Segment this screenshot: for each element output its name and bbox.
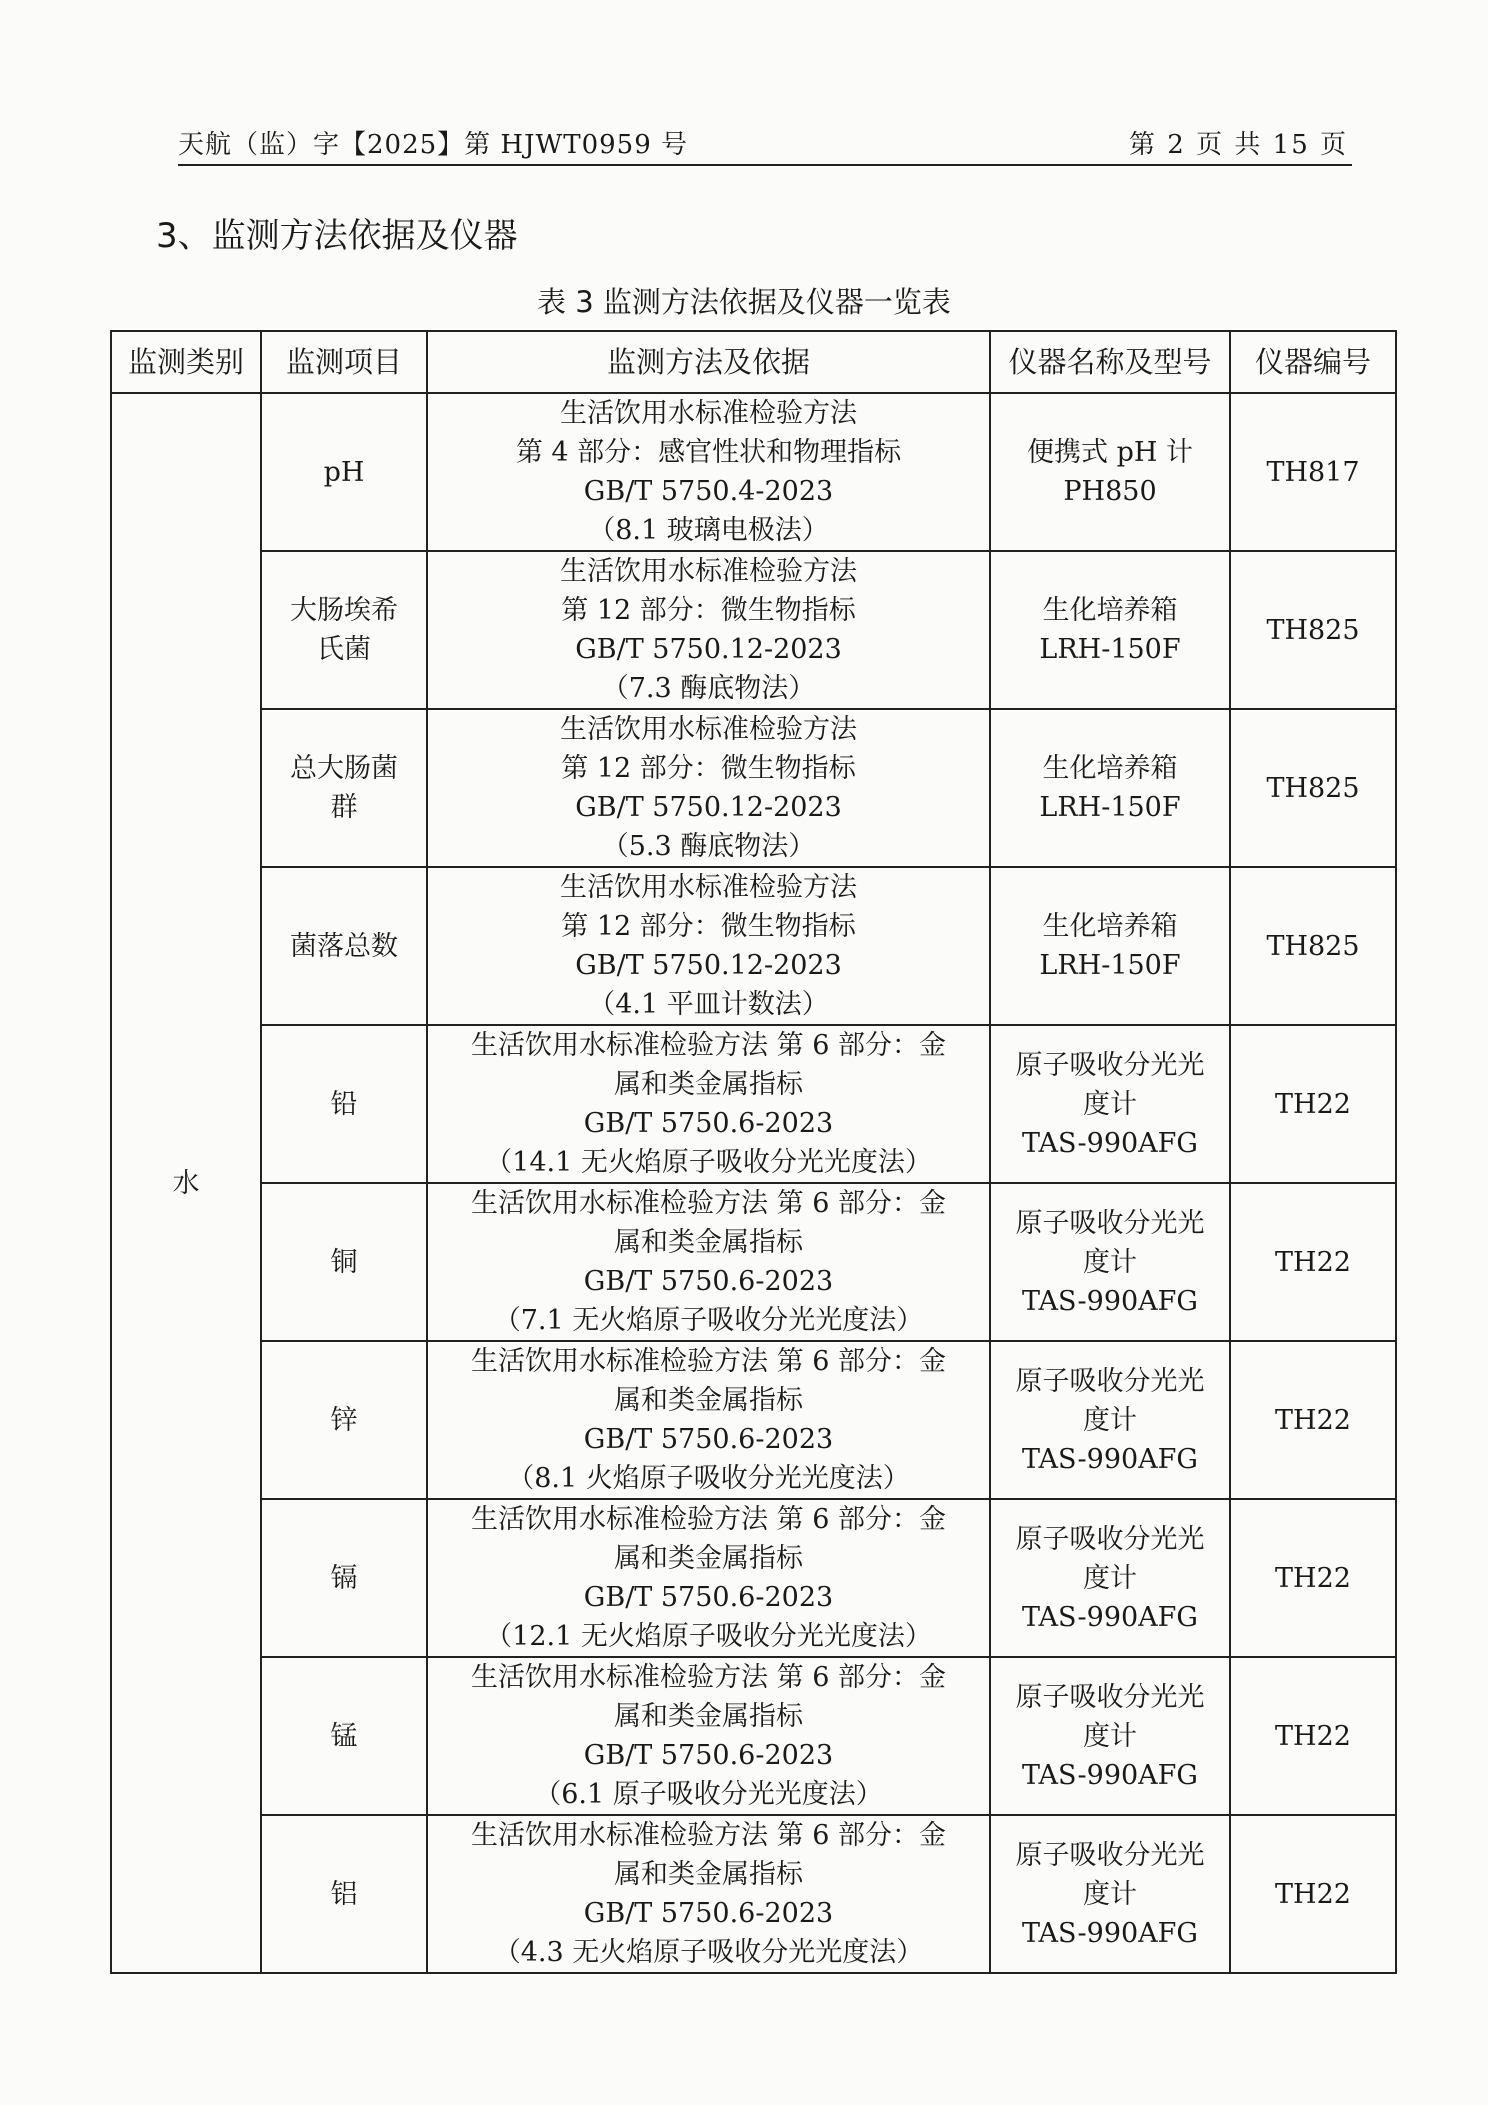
method-cell-line: 生活饮用水标准检验方法: [560, 556, 857, 587]
column-header-method: 监测方法及依据: [427, 331, 990, 393]
instrument-cell-line: LRH-150F: [1039, 792, 1181, 823]
instrument-cell-line: PH850: [1063, 476, 1157, 507]
item-cell-line: 大肠埃希: [290, 595, 398, 626]
item-cell: [261, 1341, 427, 1499]
instrument-cell-line: TAS-990AFG: [1022, 1127, 1198, 1159]
page-header: [178, 118, 1352, 166]
item-cell-line: 铝: [330, 1878, 358, 1910]
methods-table: [110, 330, 1397, 1974]
item-cell-line: 群: [330, 792, 358, 823]
item-cell-line: 锰: [330, 1720, 358, 1752]
instrument-cell-line: 原子吸收分光光: [1015, 1365, 1205, 1397]
document-id: 天航（监）字【2025】第 HJWT0959 号: [178, 130, 689, 160]
instrument-cell: [990, 1815, 1230, 1973]
method-cell-line: 第 4 部分：感官性状和物理指标: [515, 437, 902, 468]
column-header-code: 仪器编号: [1230, 331, 1396, 393]
method-cell-line: 属和类金属指标: [614, 1859, 803, 1890]
table-row: [111, 1341, 1396, 1499]
instrument-cell: [990, 1341, 1230, 1499]
instrument-cell: [990, 551, 1230, 709]
instrument-cell-line: 生化培养箱: [1042, 753, 1178, 784]
instrument-cell-line: 度计: [1083, 1404, 1137, 1436]
method-cell-line: 生活饮用水标准检验方法: [560, 398, 857, 429]
instrument-cell: [990, 1657, 1230, 1815]
item-cell: [261, 1499, 427, 1657]
item-cell-line: 总大肠菌: [290, 753, 398, 784]
method-cell: [427, 1499, 990, 1657]
instrument-cell: [990, 1183, 1230, 1341]
instrument-cell-line: TAS-990AFG: [1022, 1443, 1198, 1475]
item-cell: [261, 1657, 427, 1815]
method-cell-line: 生活饮用水标准检验方法: [560, 714, 857, 745]
instrument-code-cell: TH825: [1230, 551, 1396, 709]
method-cell-line: （14.1 无火焰原子吸收分光光度法）: [485, 1147, 932, 1178]
method-cell-line: （7.1 无火焰原子吸收分光光度法）: [493, 1305, 924, 1336]
method-cell-line: （8.1 火焰原子吸收分光光度法）: [507, 1463, 910, 1494]
method-cell-line: 生活饮用水标准检验方法 第 6 部分：金: [471, 1820, 946, 1851]
method-cell-line: GB/T 5750.6-2023: [583, 1424, 834, 1455]
instrument-cell-line: 度计: [1083, 1878, 1137, 1910]
instrument-cell-line: 原子吸收分光光: [1015, 1049, 1205, 1081]
method-cell-line: GB/T 5750.12-2023: [575, 792, 842, 823]
item-cell: [261, 709, 427, 867]
method-cell-line: 属和类金属指标: [614, 1701, 803, 1732]
instrument-code-cell: TH22: [1230, 1657, 1396, 1815]
method-cell: [427, 867, 990, 1025]
table-row: [111, 1815, 1396, 1973]
method-cell: [427, 393, 990, 551]
method-cell-line: GB/T 5750.6-2023: [583, 1740, 834, 1771]
method-cell-line: 生活饮用水标准检验方法 第 6 部分：金: [471, 1030, 946, 1061]
table-row: [111, 1657, 1396, 1815]
item-cell-line: 铜: [330, 1246, 358, 1278]
instrument-cell-line: TAS-990AFG: [1022, 1759, 1198, 1791]
instrument-cell: [990, 1025, 1230, 1183]
method-cell-line: （5.3 酶底物法）: [601, 831, 816, 862]
method-cell-line: （4.3 无火焰原子吸收分光光度法）: [493, 1937, 924, 1968]
item-cell-line: 氏菌: [317, 634, 371, 665]
item-cell-line: 铅: [330, 1088, 358, 1120]
column-header-item: 监测项目: [261, 331, 427, 393]
instrument-cell: [990, 1499, 1230, 1657]
method-cell-line: 属和类金属指标: [614, 1227, 803, 1258]
method-cell-line: 第 12 部分：微生物指标: [561, 911, 856, 942]
method-cell-line: GB/T 5750.6-2023: [583, 1108, 834, 1139]
item-cell: [261, 1183, 427, 1341]
item-cell-line: 菌落总数: [290, 930, 398, 962]
item-cell-line: pH: [323, 456, 365, 488]
instrument-code-cell: TH22: [1230, 1025, 1396, 1183]
method-cell-line: GB/T 5750.6-2023: [583, 1266, 834, 1297]
method-cell-line: （7.3 酶底物法）: [601, 673, 816, 704]
method-cell-line: 生活饮用水标准检验方法: [560, 872, 857, 903]
method-cell-line: 生活饮用水标准检验方法 第 6 部分：金: [471, 1188, 946, 1219]
instrument-cell-line: 原子吸收分光光: [1015, 1523, 1205, 1555]
instrument-cell-line: 原子吸收分光光: [1015, 1839, 1205, 1871]
method-cell: [427, 709, 990, 867]
instrument-cell: [990, 393, 1230, 551]
instrument-cell-line: TAS-990AFG: [1022, 1285, 1198, 1317]
method-cell: [427, 1183, 990, 1341]
method-cell-line: 生活饮用水标准检验方法 第 6 部分：金: [471, 1346, 946, 1377]
instrument-code-cell: TH22: [1230, 1815, 1396, 1973]
instrument-cell: [990, 867, 1230, 1025]
instrument-cell-line: 生化培养箱: [1042, 911, 1178, 942]
method-cell-line: GB/T 5750.6-2023: [583, 1898, 834, 1929]
method-cell: [427, 1815, 990, 1973]
table-row: [111, 1025, 1396, 1183]
instrument-cell-line: 度计: [1083, 1562, 1137, 1594]
instrument-cell-line: 便携式 pH 计: [1027, 437, 1193, 468]
method-cell-line: GB/T 5750.12-2023: [575, 950, 842, 981]
item-cell: [261, 867, 427, 1025]
method-cell-line: （4.1 平皿计数法）: [588, 989, 829, 1020]
instrument-cell-line: 生化培养箱: [1042, 595, 1178, 626]
method-cell: [427, 1657, 990, 1815]
method-cell: [427, 1341, 990, 1499]
table-row: [111, 393, 1396, 551]
instrument-cell-line: LRH-150F: [1039, 634, 1181, 665]
table-row: [111, 867, 1396, 1025]
instrument-cell-line: 度计: [1083, 1720, 1137, 1752]
instrument-cell: [990, 709, 1230, 867]
instrument-cell-line: 原子吸收分光光: [1015, 1207, 1205, 1239]
instrument-cell-line: 度计: [1083, 1088, 1137, 1120]
instrument-code-cell: TH825: [1230, 867, 1396, 1025]
item-cell: [261, 551, 427, 709]
method-cell-line: GB/T 5750.6-2023: [583, 1582, 834, 1613]
section-title: 3、监测方法依据及仪器: [156, 216, 518, 256]
method-cell-line: 第 12 部分：微生物指标: [561, 753, 856, 784]
method-cell: [427, 551, 990, 709]
page-number: 第 2 页 共 15 页: [1129, 130, 1348, 160]
method-cell-line: 生活饮用水标准检验方法 第 6 部分：金: [471, 1662, 946, 1693]
item-cell: [261, 1815, 427, 1973]
column-header-instrument: 仪器名称及型号: [990, 331, 1230, 393]
item-cell: [261, 393, 427, 551]
instrument-cell-line: TAS-990AFG: [1022, 1601, 1198, 1633]
table-row: [111, 709, 1396, 867]
method-cell-line: 生活饮用水标准检验方法 第 6 部分：金: [471, 1504, 946, 1535]
item-cell-line: 锌: [330, 1404, 358, 1436]
item-cell-line: 镉: [330, 1562, 358, 1594]
instrument-code-cell: TH22: [1230, 1183, 1396, 1341]
method-cell-line: 属和类金属指标: [614, 1385, 803, 1416]
table-caption: 表 3 监测方法依据及仪器一览表: [537, 285, 951, 319]
table-body: [111, 393, 1396, 1973]
instrument-cell-line: 原子吸收分光光: [1015, 1681, 1205, 1713]
method-cell-line: （12.1 无火焰原子吸收分光光度法）: [485, 1621, 932, 1652]
method-cell: [427, 1025, 990, 1183]
category-cell: 水: [111, 393, 261, 1973]
instrument-cell-line: LRH-150F: [1039, 950, 1181, 981]
method-cell-line: （6.1 原子吸收分光光度法）: [534, 1779, 883, 1810]
table-row: [111, 551, 1396, 709]
table-row: [111, 1183, 1396, 1341]
instrument-code-cell: TH22: [1230, 1499, 1396, 1657]
method-cell-line: （8.1 玻璃电极法）: [588, 515, 829, 546]
item-cell: [261, 1025, 427, 1183]
method-cell-line: GB/T 5750.4-2023: [583, 476, 834, 507]
instrument-cell-line: TAS-990AFG: [1022, 1917, 1198, 1949]
method-cell-line: 属和类金属指标: [614, 1069, 803, 1100]
method-cell-line: 第 12 部分：微生物指标: [561, 595, 856, 626]
method-cell-line: 属和类金属指标: [614, 1543, 803, 1574]
instrument-code-cell: TH22: [1230, 1341, 1396, 1499]
table-header-row: [111, 331, 1396, 393]
method-cell-line: GB/T 5750.12-2023: [575, 634, 842, 665]
instrument-cell-line: 度计: [1083, 1246, 1137, 1278]
instrument-code-cell: TH825: [1230, 709, 1396, 867]
table-row: [111, 1499, 1396, 1657]
instrument-code-cell: TH817: [1230, 393, 1396, 551]
column-header-category: 监测类别: [111, 331, 261, 393]
